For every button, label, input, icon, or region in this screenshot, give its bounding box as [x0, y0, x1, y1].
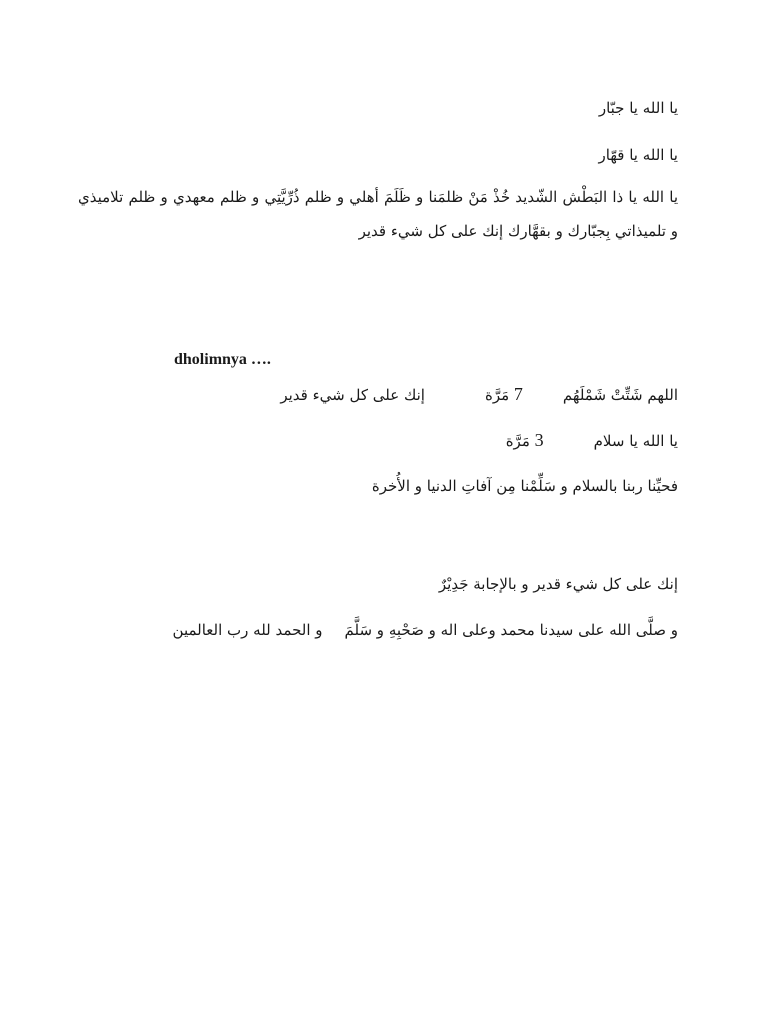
shattit-phrase: اللهم شَتِّتْ شَمْلَهُم [562, 386, 678, 404]
invocation-jabbar: يا الله يا جبّار [598, 99, 678, 117]
qadir-phrase: إنك على كل شيء قدير [280, 386, 425, 404]
supplication-paragraph: يا الله يا ذا البَطْش الشّديد خُذْ مَنْ ظلمَنا و ظَلَمَ أهلي و ظلم ذُرِّيَّتِي و ظلم معهدي و ظلم تلاميذي و تلميذاتي بِجبّارك و بقهَّارك إنك على كل شيء قدير [78, 188, 678, 240]
supplication-qadir-ijabah: إنك على كل شيء قدير و بالإجابة جَدِيْرٌ [438, 575, 678, 593]
salawat-phrase: و صلَّى الله على سيدنا محمد وعلى اله و صَحْبِهِ و سَلَّمَ [344, 621, 678, 639]
repeat-count-3: 3 [534, 430, 544, 450]
supplication-salam-protection: فحيِّنا ربنا بالسلام و سَلِّمْنا مِن آفاتِ الدنيا و الأُخرة [371, 477, 678, 495]
repeat-unit: مَرَّة [505, 432, 530, 450]
invocation-salam [506, 430, 678, 451]
repeat-unit: مَرَّة [484, 386, 510, 404]
supplication-shattit [280, 384, 678, 405]
latin-note: dholimnya …. [174, 351, 271, 368]
repeat-count-7: 7 [513, 384, 523, 404]
salam-phrase: يا الله يا سلام [593, 432, 678, 450]
closing-salawat [173, 620, 678, 640]
hamd-phrase: و الحمد لله رب العالمين [172, 621, 323, 639]
invocation-qahhar: يا الله يا قهّار [598, 146, 678, 164]
